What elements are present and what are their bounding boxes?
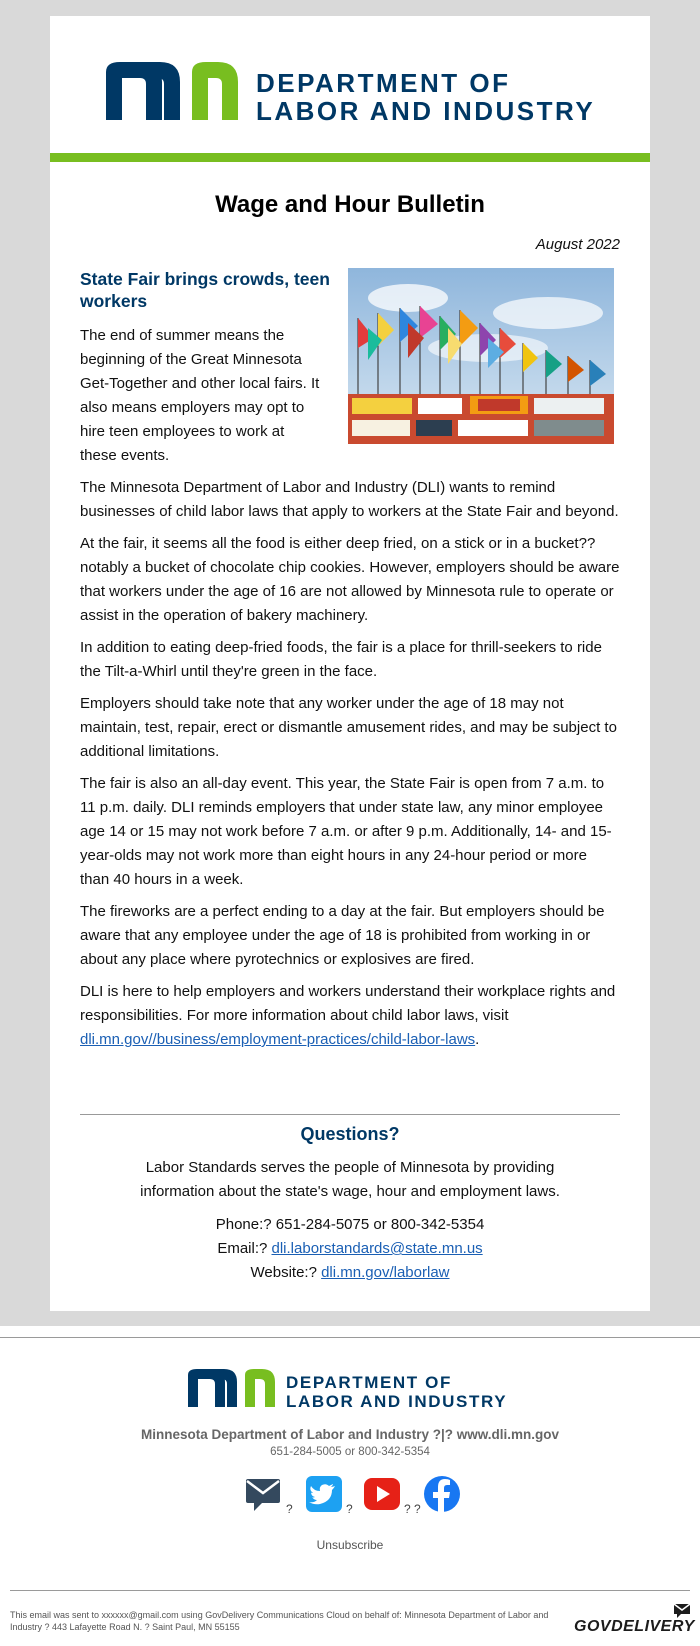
logo-text-top: DEPARTMENT OF <box>256 68 511 98</box>
email-link[interactable]: dli.laborstandards@state.mn.us <box>271 1240 483 1257</box>
footer-disclaimer: This email was sent to xxxxxx@gmail.com using GovDelivery Communications Cloud on behalf of: Minnesota Department of Labor and Industry ? 443 Lafayette Road N. ? Saint Paul, MN 55155 <box>10 1610 549 1632</box>
article-intro: The end of summer means the beginning of the Great Minnesota Get-Together and other local fairs. It also means employers may opt to hire teen employees to work at these events. <box>80 327 320 464</box>
facebook-icon[interactable] <box>422 1474 462 1514</box>
phone-line <box>50 1213 650 1237</box>
article-paragraph: The Minnesota Department of Labor and Industry (DLI) wants to remind businesses of child labor laws that apply to workers at the State Fair and beyond. <box>80 479 619 520</box>
article-headline: State Fair brings crowds, teen workers <box>80 269 330 311</box>
social-separator: ? <box>286 1502 293 1516</box>
closing-end: . <box>475 1031 480 1048</box>
phone-label: Phone:? <box>215 1216 276 1233</box>
state-fair-photo <box>348 268 614 444</box>
email-line <box>50 1237 650 1261</box>
govdelivery-logo[interactable] <box>574 1600 695 1640</box>
website-link[interactable]: dli.mn.gov/laborlaw <box>321 1264 450 1281</box>
social-links <box>244 1474 464 1524</box>
article-body <box>80 268 620 1052</box>
footer-top-rule <box>0 1337 700 1338</box>
social-separator: ? <box>346 1502 353 1516</box>
footer-logo-text-bottom: LABOR AND INDUSTRY <box>286 1392 508 1411</box>
bulletin-card <box>50 16 650 1311</box>
footer-org-line: Minnesota Department of Labor and Industry ?|? www.dli.mn.gov <box>140 1427 560 1442</box>
website-line <box>50 1261 650 1285</box>
questions-divider <box>80 1114 620 1115</box>
email-label: Email:? <box>217 1240 272 1257</box>
header-divider <box>50 153 650 162</box>
mn-logo-mark <box>106 62 238 120</box>
govdelivery-text: GOVDELIVERY <box>574 1618 695 1635</box>
email-icon[interactable] <box>244 1474 284 1514</box>
bulletin-date: August 2022 <box>535 236 620 253</box>
article-paragraph: The fair is also an all-day event. This year, the State Fair is open from 7 a.m. to 11 p.m. daily. DLI reminds employers that under state law, any minor employee age 14 or 15 may not work before 7 a.m. or after 9 p.m. Additionally, 14- and 15-year-olds may not work more than eight hours in any 24-hour period or more than 40 hours in a week. <box>80 775 612 888</box>
closing-text: DLI is here to help employers and workers understand their workplace rights and responsibilities. For more information about child labor laws, visit <box>80 983 616 1024</box>
envelope-icon <box>674 1604 690 1618</box>
questions-title: Questions? <box>300 1124 400 1144</box>
footer-phone-line: 651-284-5005 or 800-342-5354 <box>270 1446 430 1458</box>
article-paragraph: In addition to eating deep-fried foods, the fair is a place for thrill-seekers to ride the Tilt-a-Whirl until they're green in the face. <box>80 639 602 680</box>
phone-value: 651-284-5075 or 800-342-5354 <box>275 1216 485 1233</box>
twitter-icon[interactable] <box>304 1474 344 1514</box>
contact-info <box>50 1213 650 1285</box>
bulletin-title: Wage and Hour Bulletin <box>215 191 485 218</box>
logo-text-bottom: LABOR AND INDUSTRY <box>256 96 596 126</box>
footer-bottom-rule <box>10 1590 690 1591</box>
article-paragraph: At the fair, it seems all the food is either deep fried, on a stick or in a bucket?? notably a bucket of chocolate chip cookies. However, employers should be aware that workers under the age of 16 are not allowed by Minnesota rule to operate or assist in the operation of bakery machinery. <box>80 535 620 624</box>
website-label: Website:? <box>250 1264 322 1281</box>
dli-logo[interactable] <box>106 56 606 136</box>
youtube-icon[interactable] <box>362 1474 402 1514</box>
footer-logo-text-top: DEPARTMENT OF <box>286 1373 452 1392</box>
footer-dli-logo[interactable] <box>188 1365 518 1417</box>
unsubscribe-link[interactable]: Unsubscribe <box>316 1538 384 1552</box>
article-closing <box>80 980 620 1052</box>
article-paragraph: Employers should take note that any worker under the age of 18 may not maintain, test, repair, erect or dismantle amusement rides, and may be subject to additional limitations. <box>80 695 617 760</box>
article-paragraph: The fireworks are a perfect ending to a day at the fair. But employers should be aware that any employee under the age of 18 is prohibited from working in or about any place where pyrotechnics or explosives are fired. <box>80 903 605 968</box>
footer-mn-logo-mark <box>188 1369 275 1407</box>
social-separator: ? ? <box>404 1502 421 1516</box>
child-labor-laws-link[interactable]: dli.mn.gov//business/employment-practices/child-labor-laws <box>80 1031 476 1048</box>
questions-body: Labor Standards serves the people of Minnesota by providing information about the state's wage, hour and employment laws. <box>140 1159 560 1200</box>
